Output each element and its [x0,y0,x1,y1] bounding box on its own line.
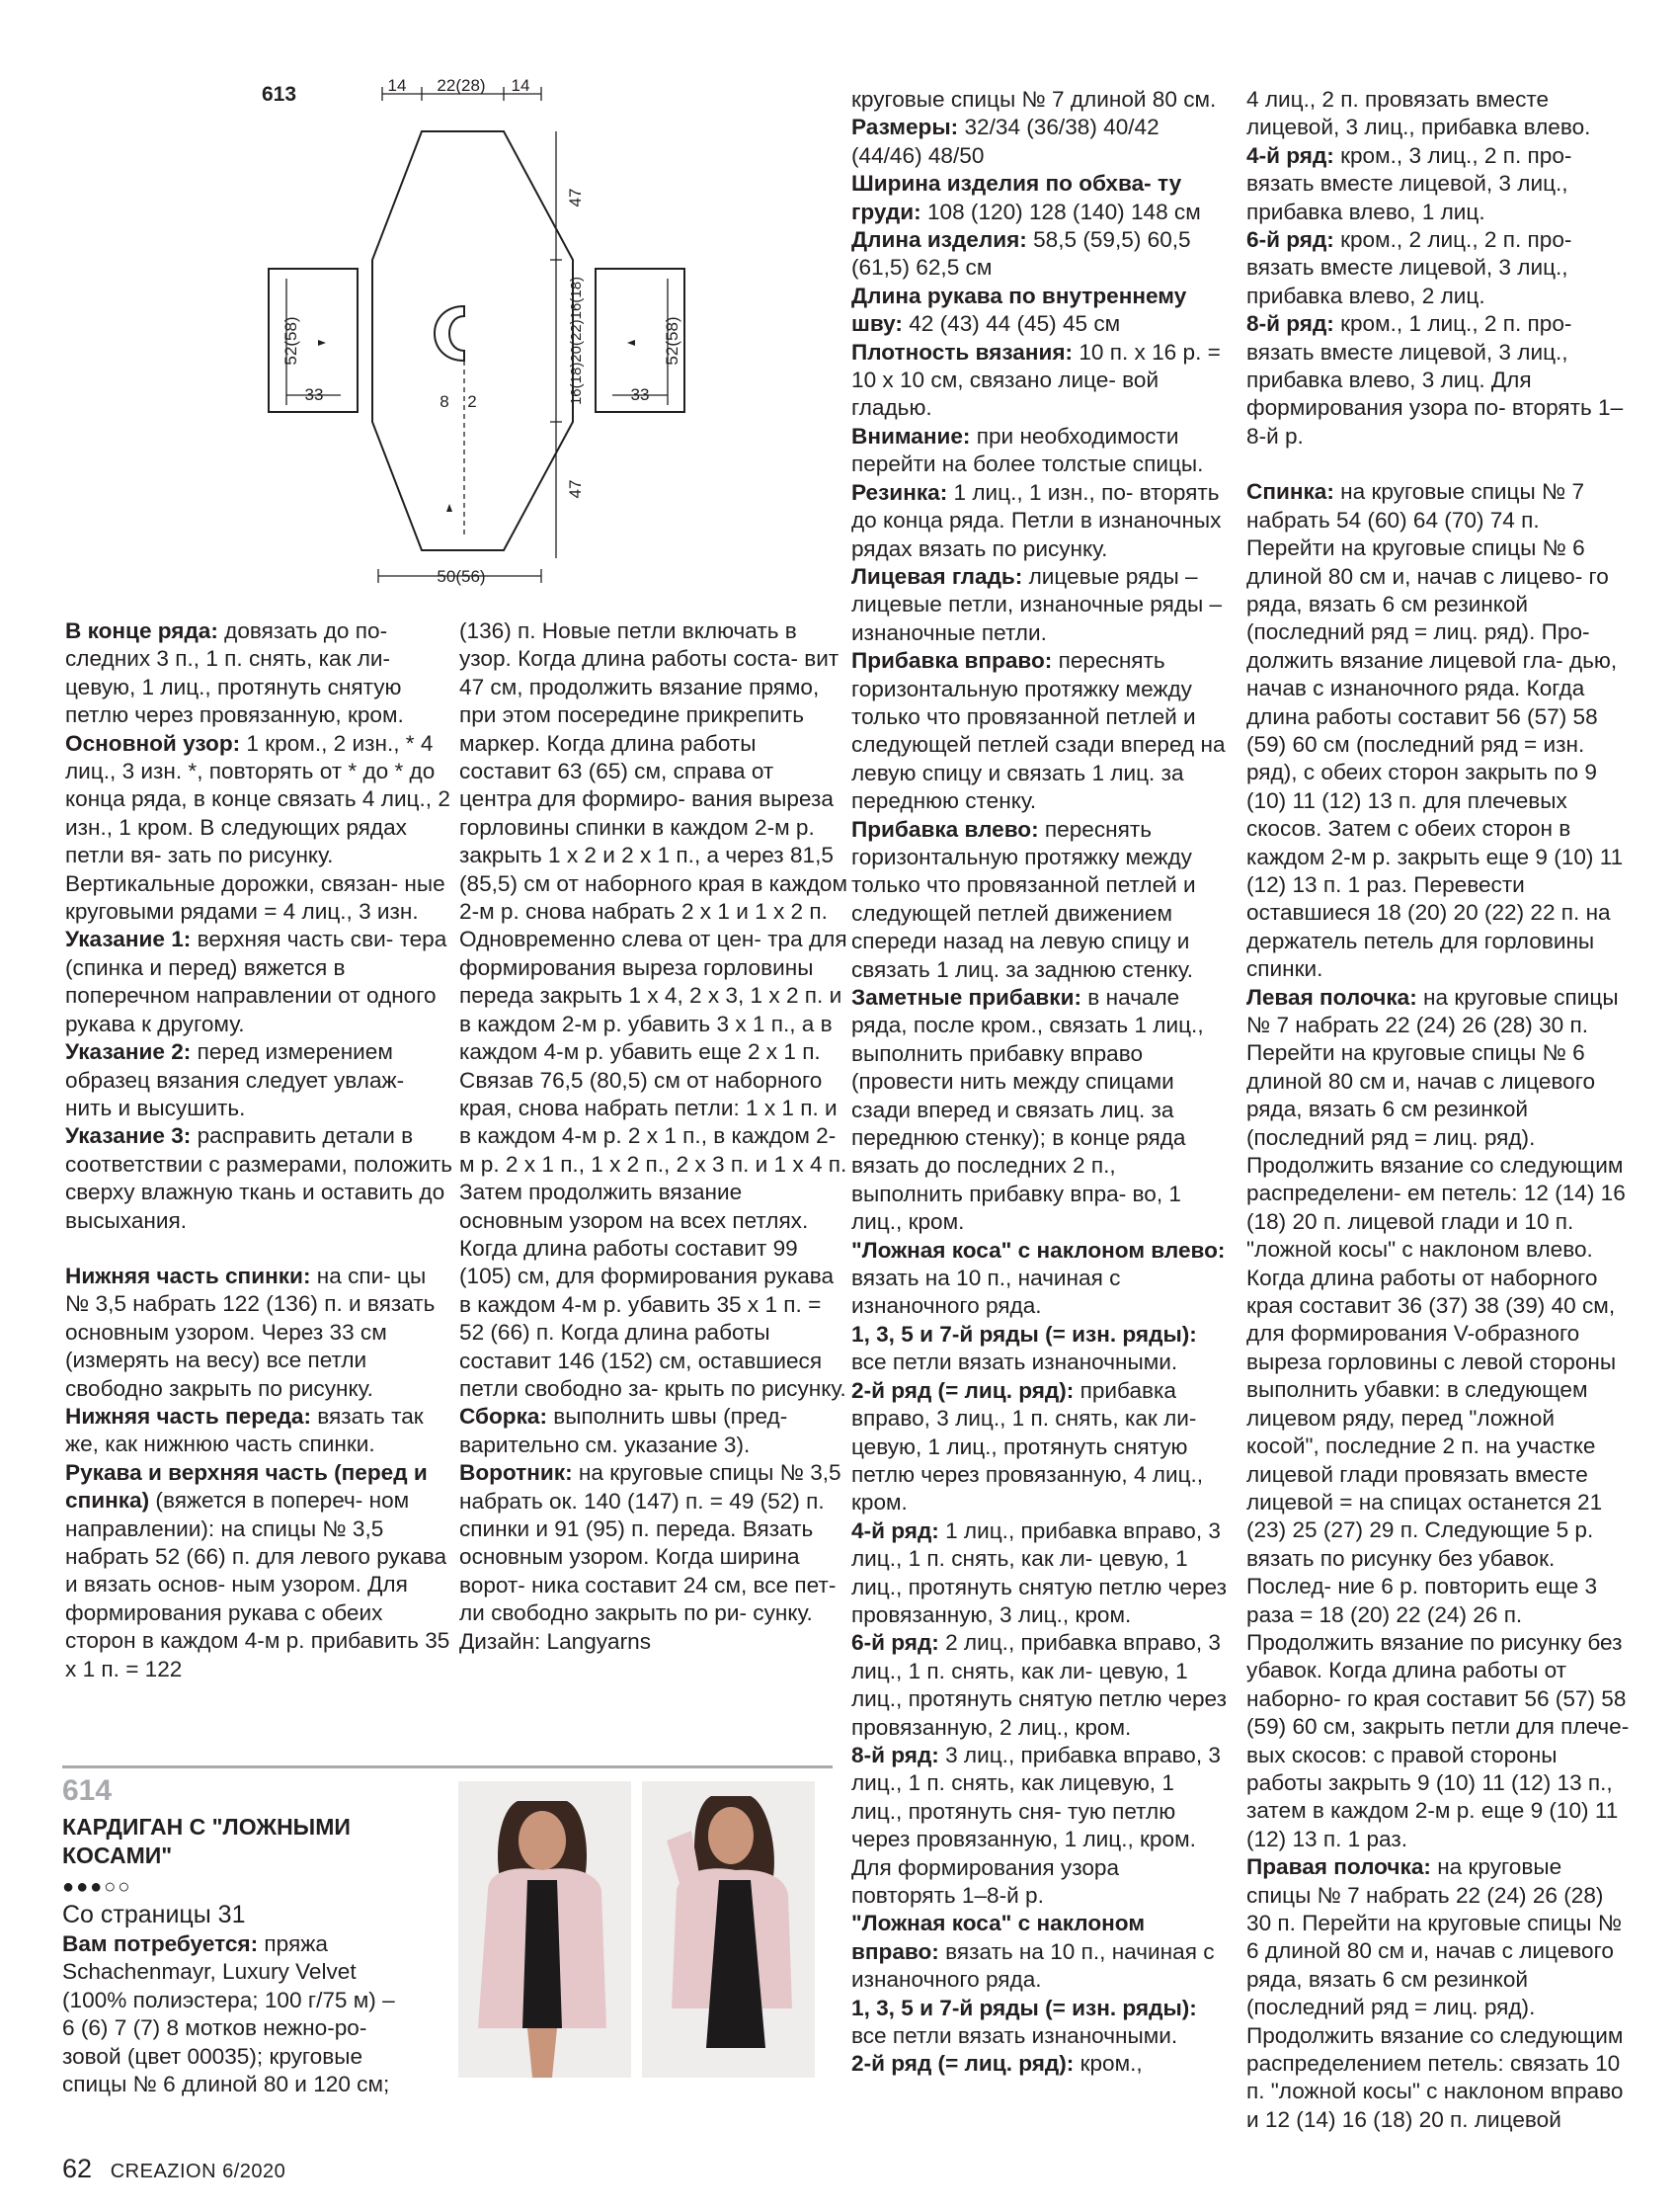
paragraph-text: кром., 3 лиц., 2 п. про- вязать вместе лицевой, 3 лиц., прибавка влево, 1 лиц. [1246,142,1572,224]
paragraph [1246,478,1632,983]
paragraph-text: кром., 2 лиц., 2 п. про- вязать вместе лицевой, 3 лиц., прибавка влево, 2 лиц. [1246,227,1572,308]
paragraph-text: 1 лиц., прибавка вправо, 3 лиц., 1 п. снять, как ли- цевую, 1 лиц., протянуть снятую петлю через провязанную, 3 лиц., кром. [851,1517,1227,1627]
paragraph-gap [65,1235,455,1263]
dim-neck: 16(18)20(22)16(18) [568,276,585,406]
paragraph-heading: Внимание: [851,423,971,449]
paragraph-text: лицевые ряды – лицевые петли, изнаночные ряды – изнаночные петли. [851,563,1223,645]
paragraph-heading: 6-й ряд: [1246,227,1334,253]
materials-label: Вам потребуется: [62,1931,259,1956]
paragraph-heading: Рукава и верхняя часть (перед и спинка) [65,1459,428,1514]
text-column-4 [1246,86,1632,2134]
paragraph-text: вязать так же, как нижнюю часть спинки. [65,1403,424,1457]
paragraph-text: все петли вязать изнаночными. [851,1350,1178,1375]
paragraph-heading: Размеры: [851,115,959,140]
paragraph-heading: Заметные прибавки: [851,985,1082,1010]
paragraph-text: вязать на 10 п., начиная с изнаночного ряда. [851,1938,1215,1993]
paragraph [65,870,455,927]
paragraph-text: выполнить швы (пред- варительно см. указание 3). [459,1404,788,1457]
body-outline [372,131,573,550]
paragraph-text: Дизайн: Langyarns [459,1628,652,1654]
paragraph-text: прибавка вправо, 3 лиц., 1 п. снять, как ли- цевую, 1 лиц., протянуть снятую петлю через провязанную, 4 лиц., кром. [851,1377,1204,1516]
paragraph-heading: Воротник: [459,1460,573,1486]
paragraph [851,339,1227,423]
paragraph-heading: Указание 3: [65,1123,192,1149]
paragraph [851,1321,1227,1377]
dim-neck-small-right: 2 [467,392,477,411]
dim-top-left: 14 [387,79,407,95]
pattern-title: КАРДИГАН С "ЛОЖНЫМИ КОСАМИ" [62,1814,351,1868]
paragraph-gap [1246,451,1632,478]
paragraph [65,1403,455,1459]
paragraph [851,1377,1227,1517]
page-footer [62,2154,285,2184]
materials-paragraph [62,1930,413,2098]
paragraph [851,2050,1227,2078]
paragraph [65,1122,455,1235]
paragraph [1246,86,1632,142]
dim-top-mid: 22(28) [437,79,486,95]
paragraph-heading: Прибавка влево: [851,816,1039,842]
paragraph [851,563,1227,647]
paragraph [1246,142,1632,226]
paragraph-text: все петли вязать изнаночными. [851,2023,1178,2049]
dim-neck-small-left: 8 [440,392,449,411]
paragraph [851,226,1227,283]
paragraph [851,1910,1227,1994]
paragraph-text: вязать на 10 п., начиная с изнаночного ряда. [851,1266,1121,1319]
paragraph-text: 42 (43) 44 (45) 45 см [902,311,1121,337]
paragraph [851,170,1227,226]
neck-opening [435,306,464,361]
dim-top-right: 14 [511,79,530,95]
paragraph-heading: Плотность вязания: [851,339,1074,365]
paragraph [65,926,455,1038]
pattern-number: 614 [62,1774,113,1807]
dim-sleeve-width-right: 33 [630,385,650,404]
paragraph-text: на круговые спицы № 7 набрать 54 (60) 64 (70) 74 п. Перейти на круговые спицы № 6 длиной 80 см и, начав с лицево- го ряда, вязать 6 см резинкой (последний ряд = лиц. ряд). Про- должить вязание лицевой гла- дью, начав с изнаночного ряда. Когда длина работы составит 56 (57) 58 (59) 60 см (последний ряд = изн. ряд), с обеих сторон закрыть по 9 (10) 11 (12) 13 п. для плечевых скосов. Затем с обеих сторон в каждом 2-м р. закрыть еще 9 (10) 11 (12) 13 п. 1 раз. Перевести оставшиеся 18 (20) 20 (22) 22 п. на держатель петель для горловины спинки. [1246,479,1624,982]
paragraph-heading: Лицевая гладь: [851,563,1023,589]
paragraph [65,1038,455,1122]
paragraph-text: расправить детали в соответствии с размерами, положить сверху влажную ткань и оставить до высыхания. [65,1123,453,1233]
text-column-2 [459,617,849,1656]
dim-height-bottom: 47 [566,479,585,499]
paragraph-text: 108 (120) 128 (140) 148 см [920,199,1201,224]
paragraph [851,1629,1227,1742]
materials-text: пряжа Schachenmayr, Luxury Velvet (100% полиэстера; 100 г/75 м) – 6 (6) 7 (7) 8 мотков нежно-ро- зовой (цвет 00035); круговые спицы № 6 длиной 80 и 120 см; [62,1931,395,2097]
difficulty-rating: ●●●○○ [62,1876,132,1898]
paragraph [851,1742,1227,1910]
paragraph [65,617,455,730]
paragraph-heading: 8-й ряд: [851,1742,939,1767]
paragraph-heading: Прибавка вправо: [851,648,1053,674]
paragraph-text: на спи- цы № 3,5 набрать 122 (136) п. и вязать основным узором. Через 33 см (измерять на весу) все петли свободно закрыть по рисунку. [65,1263,436,1401]
cardigan-photo-side [642,1781,815,2078]
paragraph-text: перед измерением образец вязания следует увлаж- нить и высушить. [65,1039,405,1120]
paragraph-heading: Резинка: [851,479,948,505]
paragraph-heading: Левая полочка: [1246,984,1417,1010]
paragraph [851,816,1227,984]
paragraph-heading: В конце ряда: [65,618,218,643]
paragraph-text: верхняя часть сви- тера (спинка и перед) вяжется в поперечном направлении от одного рукава к другому. [65,927,447,1036]
paragraph-heading: "Ложная коса" с наклоном вправо: [851,1911,1146,1964]
paragraph-text: переснять горизонтальную протяжку между только что провязанной петлей и следующей петлей движением спереди назад на левую спицу и связать 1 лиц. за заднюю стенку. [851,816,1196,982]
paragraph [851,984,1227,1237]
paragraph-heading: Длина рукава по внутреннему шву: [851,283,1187,337]
paragraph-text: переснять горизонтальную протяжку между только что провязанной петлей и следующей петлей сзади вперед на левую спицу и связать 1 лиц. за переднюю стенку. [851,648,1226,814]
paragraph-heading: 4-й ряд: [851,1517,939,1543]
paragraph-heading: Спинка: [1246,479,1334,505]
paragraph [1246,984,1632,1854]
paragraph [459,1459,849,1627]
paragraph-heading: 2-й ряд (= лиц. ряд): [851,1377,1075,1403]
scheme-number: 613 [262,83,297,106]
paragraph [1246,1853,1632,2134]
pattern-scheme-diagram [247,79,701,593]
paragraph-heading: Указание 2: [65,1039,192,1065]
paragraph-heading: 6-й ряд: [851,1630,939,1656]
paragraph [1246,310,1632,451]
paragraph-text: 3 лиц., прибавка вправо, 3 лиц., 1 п. снять, как лицевую, 1 лиц., протянуть сня- тую петлю через провязанную, 1 лиц., кром. Для формирования узора повторять 1–8-й р. [851,1742,1221,1908]
paragraph-heading: 2-й ряд (= лиц. ряд): [851,2051,1075,2077]
paragraph [65,1459,455,1683]
paragraph [459,617,849,1403]
paragraph-heading: 1, 3, 5 и 7-й ряды (= изн. ряды): [851,1995,1197,2020]
paragraph-text: 1 кром., 2 изн., * 4 лиц., 3 изн. *, повторять от * до * до конца ряда, в конце связать 4 лиц., 2 изн., 1 кром. В следующих рядах петли вя- зать по рисунку. [65,730,450,868]
paragraph-text: Вертикальные дорожки, связан- ные круговыми рядами = 4 лиц., 3 изн. [65,870,445,925]
paragraph-text: 1 лиц., 1 изн., по- вторять до конца ряда. Петли в изнаночных рядах вязать по рисунку. [851,479,1222,561]
paragraph-heading: Указание 1: [65,927,192,952]
paragraph [851,1995,1227,2051]
paragraph-text: довязать до по- следних 3 п., 1 п. снять, как ли- цевую, 1 лиц., протянуть снятую петлю через провязанную, кром. [65,618,404,728]
paragraph [459,1403,849,1459]
cardigan-photo-front [458,1781,631,2078]
paragraph-text: 4 лиц., 2 п. провязать вместе лицевой, 3 лиц., прибавка влево. [1246,87,1591,140]
text-column-1 [65,617,455,1683]
paragraph [65,1263,455,1403]
paragraph [851,479,1227,563]
paragraph-text: при необходимости перейти на более толстые спицы. [851,423,1204,477]
magazine-issue: CREAZION 6/2020 [110,2161,286,2182]
paragraph [65,730,455,870]
page-number: 62 [62,2154,93,2183]
paragraph-heading: 8-й ряд: [1246,311,1334,337]
paragraph-heading: Длина изделия: [851,227,1027,253]
paragraph-heading: Нижняя часть переда: [65,1403,312,1429]
paragraph-text: на круговые спицы № 7 набрать 22 (24) 26 (28) 30 п. Перейти на круговые спицы № 6 длиной 80 см и, начав с лицевого ряда, вязать 6 см резинкой (последний ряд = лиц. ряд). Продолжить вязание со следующим распределением петель: связать 10 п. "ложной косы" с наклоном вправо и 12 (14) 16 (18) 20 п. лицевой [1246,1854,1624,2132]
dim-sleeve-height-right: 52(58) [663,316,681,366]
paragraph [1246,226,1632,310]
dim-sleeve-height-left: 52(58) [281,316,300,366]
paragraph-text: круговые спицы № 7 длиной 80 см. [851,87,1217,112]
paragraph-text: кром., 1 лиц., 2 п. про- вязать вместе лицевой, 3 лиц., прибавка влево, 3 лиц. Для формирования узора по- вторять 1–8-й р. [1246,311,1624,449]
paragraph-heading: 1, 3, 5 и 7-й ряды (= изн. ряды): [851,1321,1197,1347]
source-page-ref: Со страницы 31 [62,1901,246,1928]
paragraph-heading: "Ложная коса" с наклоном влево: [851,1237,1226,1263]
paragraph-text: 2 лиц., прибавка вправо, 3 лиц., 1 п. снять, как ли- цевую, 1 лиц., протянуть снятую петлю через провязанную, 2 лиц., кром. [851,1630,1227,1740]
paragraph [851,114,1227,170]
paragraph-heading: 4-й ряд: [1246,142,1334,168]
paragraph [851,283,1227,339]
paragraph [851,647,1227,815]
section-divider [62,1765,833,1768]
paragraph-text: 32/34 (36/38) 40/42 (44/46) 48/50 [851,115,1159,168]
dim-bottom: 50(56) [437,567,486,586]
pattern-614-header [62,1773,413,2098]
dim-height-top: 47 [566,188,585,207]
paragraph [851,423,1227,479]
paragraph-heading: Сборка: [459,1404,547,1430]
paragraph-text: (вяжется в попереч- ном направлении): на спицы № 3,5 набрать 52 (66) п. для левого рукава и вязать основ- ным узором. Для формирования рукава с обеих сторон в каждом 4-м р. прибавить 35 х 1 п. = 122 [65,1488,450,1681]
paragraph-heading: Нижняя часть спинки: [65,1263,311,1288]
paragraph-text: 58,5 (59,5) 60,5 (61,5) 62,5 см [851,227,1191,281]
paragraph [851,1237,1227,1321]
paragraph-heading: Ширина изделия по обхва- ту груди: [851,171,1182,224]
dim-sleeve-width-left: 33 [304,385,324,404]
paragraph-heading: Правая полочка: [1246,1854,1431,1880]
paragraph-text: (136) п. Новые петли включать в узор. Когда длина работы соста- вит 47 см, продолжить вязание прямо, при этом посередине прикрепить маркер. Когда длина работы составит 63 (65) см, справа от центра для формиро- вания выреза горловины спинки в каждом 2-м р. закрыть 1 х 2 и 2 х 1 п., а через 81,5 (85,5) см от наборного края в каждом 2-м р. снова набрать 2 х 1 и 1 х 2 п. Одновременно слева от цен- тра для формирования выреза горловины переда закрыть 1 х 4, 2 х 3, 1 х 2 п. и в каждом 2-м р. убавить 3 х 1 п., а в каждом 4-м р. убавить еще 2 х 1 п. Связав 76,5 (80,5) см от наборного края, снова набрать петли: 1 х 1 п. и в каждом 4-м р. 2 х 1 п., в каждом 2-м р. 2 х 1 п., 1 х 2 п., 2 х 3 п. и 1 х 4 п. Затем продолжить вязание основным узором на всех петлях. Когда длина работы составит 99 (105) см, для формирования рукава в каждом 4-м р. убавить 35 х 1 п. = 52 (66) п. Когда длина работы составит 146 (152) см, оставшиеся петли свободно за- крыть по рисунку. [459,618,847,1401]
paragraph-text: кром., [1074,2051,1143,2077]
paragraph-text: на круговые спицы № 7 набрать 22 (24) 26 (28) 30 п. Перейти на круговые спицы № 6 длиной 80 см и, начав с лицевого ряда, вязать 6 см резинкой (последний ряд = лиц. ряд). Продолжить вязание со следующим распределени- ем петель: 12 (14) 16 (18) 20 п. лицевой глади и 10 п. "ложной косы" с наклоном влево. Когда длина работы от наборного края составит 36 (37) 38 (39) 40 см, для формирования V-образного выреза горловины с левой стороны выполнить убавки: в следующем лицевом ряду, перед "ложной косой", последние 2 п. на участке лицевой глади провязать вместе лицевой = на спицах останется 21 (23) 25 (27) 29 п. Следующие 5 р. вязать по рисунку без убавок. Послед- ние 6 р. повторить еще 3 раза = 18 (20) 22 (24) 26 п. Продолжить вязание по рисунку без убавок. Когда длина работы от наборно- го края составит 56 (57) 58 (59) 60 см, закрыть петли для плече- вых скосов: с правой стороны работы закрыть 9 (10) 11 (12) 13 п., затем в каждом 2-м р. еще 9 (10) 11 (12) 13 п. 1 раз. [1246,984,1630,1851]
paragraph-heading: Основной узор: [65,730,241,756]
paragraph-text: на круговые спицы № 3,5 набрать ок. 140 (147) п. = 49 (52) п. спинки и 91 (95) п. переда. Вязать основным узором. Когда ширина ворот- ника составит 24 см, все пет- ли свободно закрыть по ри- сунку. [459,1460,841,1626]
paragraph [851,86,1227,114]
paragraph [459,1628,849,1656]
paragraph-text: в начале ряда, после кром., связать 1 лиц., выполнить прибавку вправо (провести нить между спицами сзади вперед и связать лиц. за переднюю стенку); в конце ряда вязать до последних 2 п., выполнить прибавку впра- во, 1 лиц., кром. [851,985,1204,1235]
text-column-3 [851,86,1227,2079]
paragraph-text: 10 п. х 16 р. = 10 х 10 см, связано лице- вой гладью. [851,339,1221,421]
paragraph [851,1517,1227,1630]
